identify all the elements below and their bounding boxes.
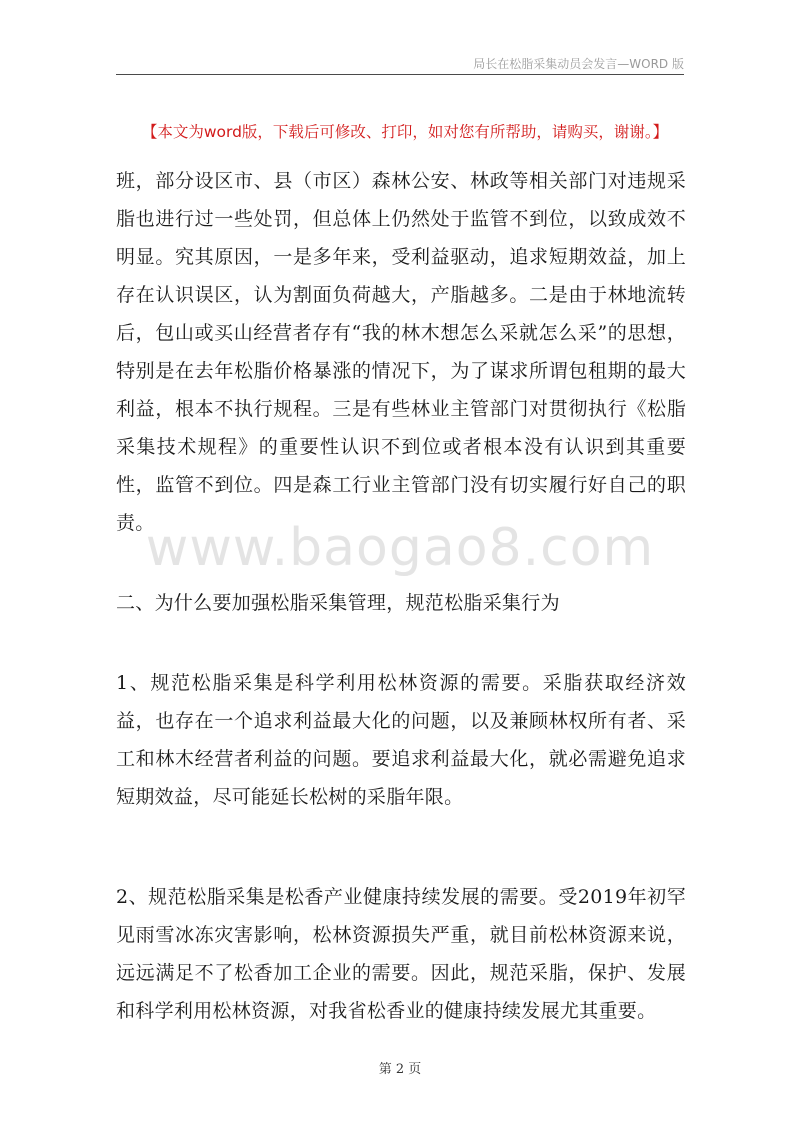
section-heading <box>116 584 686 622</box>
watermark: www.baogao8.com <box>145 518 655 578</box>
page-header <box>116 52 684 75</box>
section-heading-text: 二、为什么要加强松脂采集管理，规范松脂采集行为 <box>116 592 560 614</box>
paragraph-text: 2、规范松脂采集是松香产业健康持续发展的需要。受2019年初罕见雨雪冰冻灾害影响，松林资源损失严重，就目前松林资源来说，远远满足不了松香加工企业的需要。因此，规范采脂，保护、发展和科学利用松林资源，对我省松香业的健康持续发展尤其重要。 <box>116 886 686 1022</box>
body-paragraph <box>116 162 686 542</box>
body-paragraph <box>116 664 686 816</box>
page-number: 第 2 页 <box>378 1062 422 1077</box>
document-title-header: 局长在松脂采集动员会发言—WORD 版 <box>473 57 684 71</box>
paragraph-text: 班，部分设区市、县（市区）森林公安、林政等相关部门对违规采脂也进行过一些处罚，但总体上仍然处于监管不到位，以致成效不明显。究其原因，一是多年来，受利益驱动，追求短期效益，加上存在认识误区，认为割面负荷越大，产脂越多。二是由于林地流转后，包山或买山经营者存有“我的林木想怎么采就怎么采”的思想，特别是在去年松脂价格暴涨的情况下，为了谋求所谓包租期的最大利益，根本不执行规程。三是有些林业主管部门对贯彻执行《松脂采集技术规程》的重要性认识不到位或者根本没有认识到其重要性，监管不到位。四是森工行业主管部门没有切实履行好自己的职责。 <box>116 170 686 534</box>
paragraph-text: 1、规范松脂采集是科学利用松林资源的需要。采脂获取经济效益，也存在一个追求利益最大化的问题，以及兼顾林权所有者、采工和林木经营者利益的问题。要追求利益最大化，就必需避免追求短期效益，尽可能延长松树的采脂年限。 <box>116 672 686 808</box>
body-paragraph <box>116 878 686 1030</box>
purchase-notice: 【本文为word版，下载后可修改、打印，如对您有所帮助，请购买，谢谢。】 <box>141 123 669 141</box>
